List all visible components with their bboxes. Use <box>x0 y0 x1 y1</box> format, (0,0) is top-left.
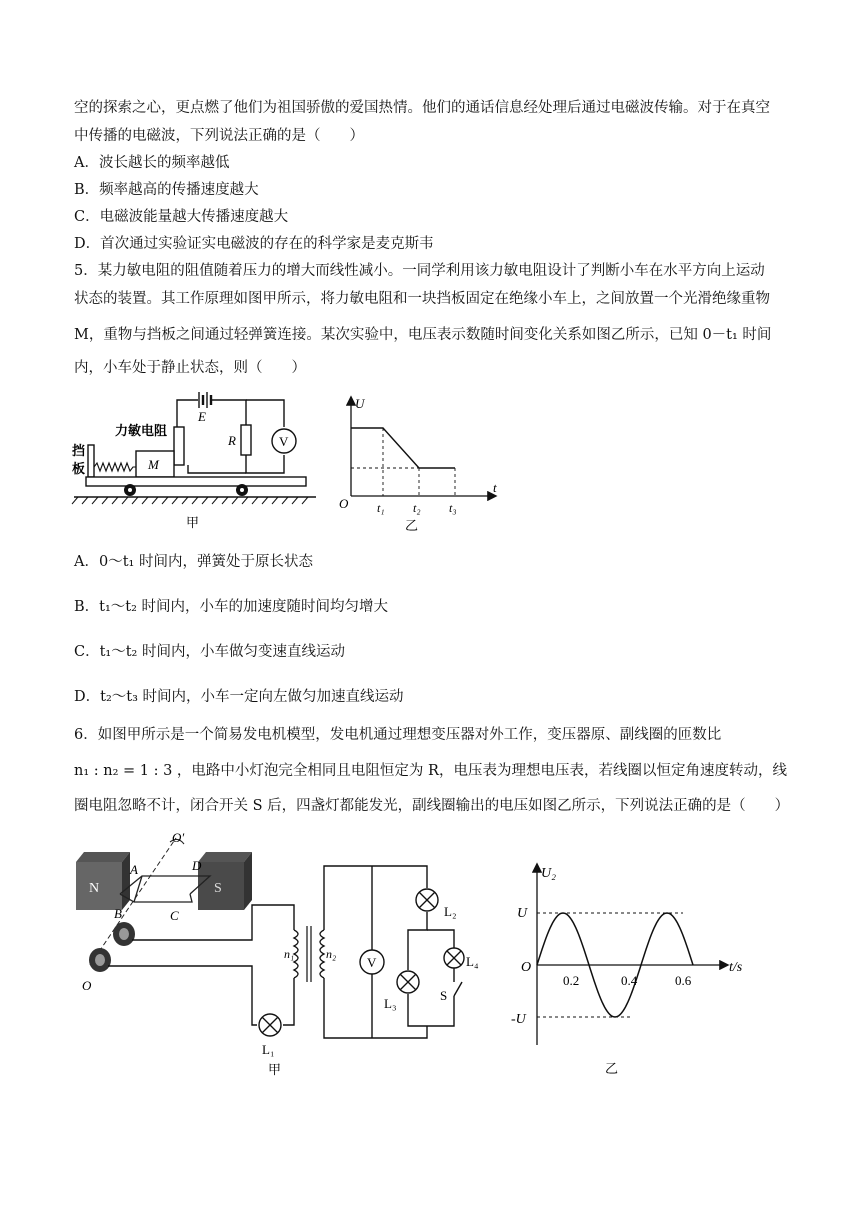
label-b: B <box>114 906 122 921</box>
lamp-l3-icon <box>397 971 419 993</box>
q5-option-d[interactable]: D．t₂～t₃ 时间内，小车一定向左做匀加速直线运动 <box>74 689 404 705</box>
q4-option-c[interactable]: C．电磁波能量越大传播速度越大 <box>74 209 289 225</box>
label-r: R <box>228 433 236 448</box>
q5-option-c[interactable]: C．t₁～t₂ 时间内，小车做匀变速直线运动 <box>74 644 345 660</box>
magnet-n <box>76 852 130 910</box>
axis-u-label: U <box>355 396 365 411</box>
primary-wires <box>108 905 294 1025</box>
label-oprime: O′ <box>172 830 185 845</box>
q4-line-2: 中传播的电磁波，下列说法正确的是（ ） <box>74 128 364 144</box>
secondary-coil <box>320 930 324 978</box>
label-plate-2: 板 <box>72 461 86 476</box>
axis-u2-label: U₂ <box>541 866 556 881</box>
q5-figure-ut-graph <box>335 392 505 534</box>
q6-line-3: 圈电阻忽略不计，闭合开关 S 后，四盏灯都能发光，副线圈输出的电压如图乙所示，下列说法正确的是（ ） <box>74 798 790 814</box>
resistor-r <box>241 425 251 455</box>
label-o: O <box>82 978 92 993</box>
force-resistor <box>174 427 184 465</box>
battery-icon <box>199 392 211 408</box>
magnet-s-label: S <box>214 881 222 896</box>
label-c: C <box>170 908 179 923</box>
label-force-resistor: 力敏电阻 <box>115 423 168 438</box>
label-e: E <box>198 409 206 424</box>
label-plate-1: 挡 <box>72 443 86 458</box>
axis-t-label: t <box>493 480 497 495</box>
q5-line-1: 5．某力敏电阻的阻值随着压力的增大而线性减小。一同学利用该力敏电阻设计了判断小车在水平方向上运动 <box>74 263 765 279</box>
q6-figure-generator-circuit <box>72 830 482 1085</box>
tick-t2: t₂ <box>413 501 421 515</box>
label-s: S <box>440 988 448 1003</box>
caption-jia: 甲 <box>268 1062 282 1077</box>
label-v: V <box>279 434 289 449</box>
q5-figure-cart-circuit <box>70 385 320 535</box>
q4-option-b[interactable]: B．频率越高的传播速度越大 <box>74 182 259 198</box>
caption-yi: 乙 <box>605 1061 619 1076</box>
label-m: M <box>148 457 159 472</box>
level-u-label: U <box>517 906 528 921</box>
magnet-s <box>198 852 252 910</box>
switch-s-icon <box>454 968 462 1008</box>
q5-option-a[interactable]: A．0～t₁ 时间内，弹簧处于原长状态 <box>74 554 313 570</box>
q6-line-1: 6．如图甲所示是一个简易发电机模型，发电机通过理想变压器对外工作，变压器原、副线圈的匝数比 <box>74 727 722 743</box>
lamp-l2-icon <box>416 889 438 911</box>
caption-jia: 甲 <box>186 515 200 530</box>
label-l1: L₁ <box>262 1042 275 1057</box>
tick-0-4: 0.4 <box>621 973 638 988</box>
cart-body <box>86 477 306 486</box>
tick-0-6: 0.6 <box>675 973 692 988</box>
guide-lines <box>351 428 455 496</box>
q5-line-2: 状态的装置。其工作原理如图甲所示，将力敏电阻和一块挡板固定在绝缘小车上，之间放置一个光滑绝缘重物 <box>74 291 770 307</box>
q4-option-d[interactable]: D．首次通过实验证实电磁波的存在的科学家是麦克斯韦 <box>74 236 434 252</box>
lamp-l4-icon <box>444 948 464 968</box>
magnet-n-label: N <box>89 881 100 896</box>
q5-line-3: M，重物与挡板之间通过轻弹簧连接。某次实验中，电压表示数随时间变化关系如图乙所示，已知 0－t₁ 时间 <box>74 327 772 343</box>
label-v: V <box>367 955 377 970</box>
q4-line-1: 空的探索之心，更点燃了他们为祖国骄傲的爱国热情。他们的通话信息经处理后通过电磁波传输。对于在真空 <box>74 100 770 116</box>
rotating-coil <box>120 876 210 902</box>
u-curve <box>351 428 455 468</box>
primary-coil <box>294 930 298 978</box>
q6-line-2: n₁ : n₂ = 1 : 3 ，电路中小灯泡完全相同且电阻恒定为 R，电压表为理想电压表，若线圈以恒定角速度转动，线 <box>74 763 787 779</box>
q5-option-b[interactable]: B．t₁～t₂ 时间内，小车的加速度随时间均匀增大 <box>74 599 389 615</box>
slip-rings <box>89 922 135 972</box>
label-d: D <box>192 858 202 873</box>
spring <box>94 463 136 471</box>
axis-t-label: t/s <box>729 960 743 975</box>
tick-t1: t₁ <box>377 501 385 515</box>
tick-0-2: 0.2 <box>563 973 580 988</box>
lamp-l1-icon <box>259 1014 281 1036</box>
baffle-plate <box>88 445 94 477</box>
q4-option-a[interactable]: A．波长越长的频率越低 <box>74 155 230 171</box>
label-l3: L₃ <box>384 996 397 1011</box>
label-l2: L₂ <box>444 904 457 919</box>
origin-label: O <box>339 496 349 511</box>
caption-yi: 乙 <box>405 518 419 533</box>
q5-line-4: 内，小车处于静止状态，则（ ） <box>74 360 306 376</box>
label-l4: L₄ <box>466 954 479 969</box>
q6-figure-u2-chart <box>505 855 775 1080</box>
label-n1: n₁ <box>284 947 295 961</box>
ground-hatching <box>72 497 308 504</box>
label-a: A <box>130 862 138 877</box>
tick-t3: t₃ <box>449 501 457 515</box>
level-neg-u-label: -U <box>511 1012 526 1027</box>
label-n2: n₂ <box>326 947 337 961</box>
origin-label: O <box>521 960 532 975</box>
